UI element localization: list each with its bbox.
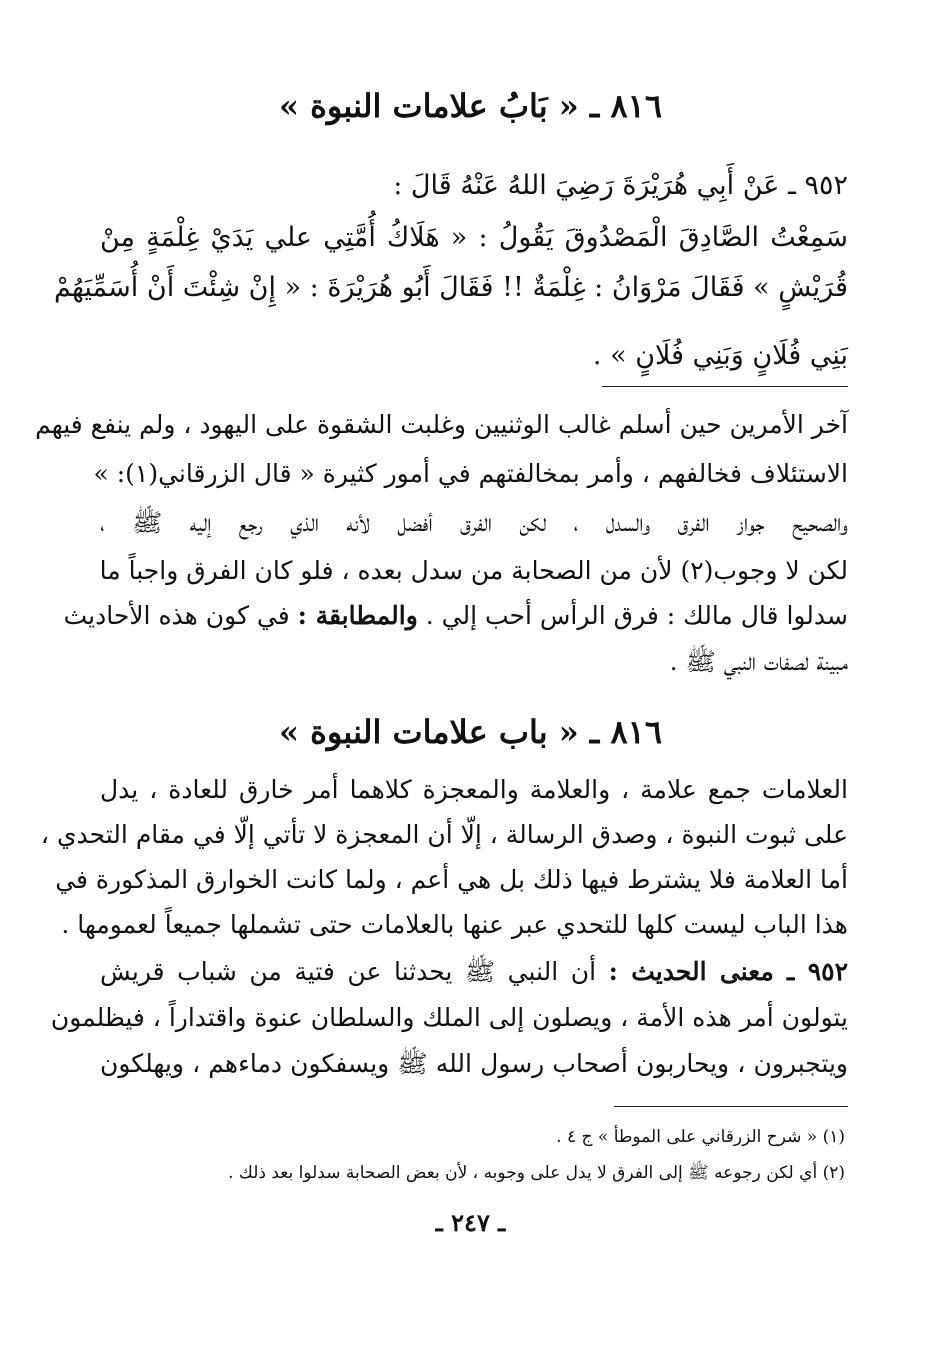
commentary-line-5 — [63, 596, 848, 636]
hadith-line-2: سَمِعْتُ الصَّادِقَ الْمَصْدُوقَ يَقُولُ : « هَلَاكُ أُمَّتِي علي يَدَيْ غِلْمَةٍ مِنْ — [100, 222, 848, 253]
commentary-line-3: والصحيح جواز الفرق والسدل ، لكن الفرق أفضل لأنه الذي رجع إليه ﷺ ، — [100, 508, 848, 537]
explanation-line-4: هذا الباب ليست كلها للتحدي عبر عنها بالعلامات حتى تشملها جميعاً لعمومها . — [61, 910, 848, 939]
commentary-line-1: آخر الأمرين حين أسلم غالب الوثنيين وغلبت الشقوة على اليهود ، ولم ينفع فيهم — [35, 410, 848, 439]
commentary-line-4: لكن لا وجوب(٢) لأن من الصحابة من سدل بعده ، فلو كان الفرق واجباً ما — [99, 556, 848, 585]
footnote-divider — [614, 1106, 848, 1107]
meaning-line-3: ويتجبرون ، ويحاربون أصحاب رسول الله ﷺ ويسفكون دماءهم ، ويهلكون — [100, 1049, 848, 1078]
footnote-2: (٢) أي لكن رجوعه ﷺ إلى الفرق لا يدل على وجوبه ، لأن بعض الصحابة سدلوا بعد ذلك . — [228, 1163, 845, 1183]
meaning-text: أن النبي ﷺ يحدثنا عن فتية من شباب قريش — [100, 957, 597, 986]
explanation-line-2: على ثبوت النبوة ، وصدق الرسالة ، إلّا أن المعجزة لا تأتي إلّا في مقام التحدي ، — [40, 820, 848, 849]
meaning-label: ٩٥٢ ـ معنى الحديث : — [608, 957, 849, 986]
hadith-line-4: بَنِي فُلَانٍ وَبَنِي فُلَانٍ » . — [592, 340, 848, 371]
hadith-line-3: قُرَيْشٍ » فَقَالَ مَرْوَانُ : غِلْمَةٌ !! فَقَالَ أَبُو هُرَيْرَةَ : « إِنْ شِئْتَ أَنْ أُسَمِّيَهُمْ — [54, 272, 848, 303]
commentary-line-6: مبينة لصفات النبي ﷺ . — [669, 647, 848, 676]
commentary-text: سدلوا قال مالك : فرق الرأس أحب إلي . — [425, 601, 848, 630]
commentary-line-2: الاستئلاف فخالفهم ، وأمر بمخالفتهم في أمور كثيرة « قال الزرقاني(١): » — [93, 459, 848, 488]
chapter-heading: ٨١٦ ـ « بَابُ علامات النبوة » — [278, 87, 662, 125]
section-heading: ٨١٦ ـ « باب علامات النبوة » — [278, 713, 662, 751]
section-divider — [602, 386, 848, 387]
hadith-line-1: ٩٥٢ ـ عَنْ أَبِي هُرَيْرَةَ رَضِيَ اللهُ عَنْهُ قَالَ : — [393, 170, 848, 201]
conformity-label: والمطابقة : — [297, 601, 418, 630]
meaning-line-1 — [100, 952, 848, 992]
explanation-line-3: أما العلامة فلا يشترط فيها ذلك بل هي أعم ، ولما كانت الخوارق المذكورة في — [55, 865, 848, 894]
commentary-text-end: في كون هذه الأحاديث — [63, 601, 290, 630]
page-number: ـ ٢٤٧ ـ — [435, 1208, 506, 1237]
footnote-1: (١) « شرح الزرقاني على الموطأ » ج ٤ . — [556, 1127, 845, 1147]
explanation-line-1: العلامات جمع علامة ، والعلامة والمعجزة كلاهما أمر خارق للعادة ، يدل — [100, 775, 848, 804]
meaning-line-2: يتولون أمر هذه الأمة ، ويصلون إلى الملك والسلطان عنوة واقتداراً ، فيظلمون — [50, 1003, 848, 1032]
